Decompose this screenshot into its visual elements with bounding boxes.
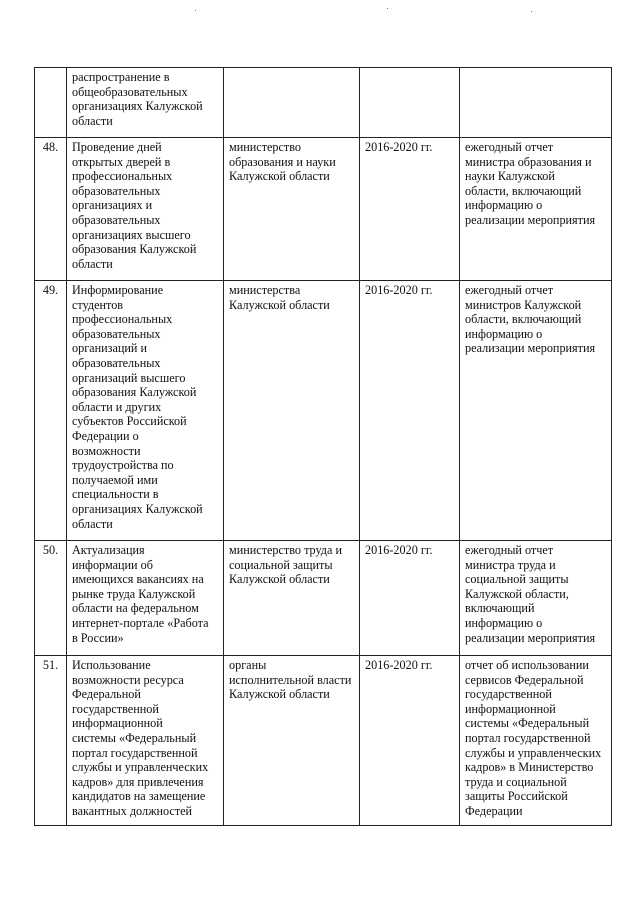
table-row — [35, 138, 612, 281]
executor-cell: министерства Калужской области — [224, 281, 360, 541]
table-row — [35, 541, 612, 656]
period-cell: 2016-2020 гг. — [360, 281, 460, 541]
row-number: 50. — [35, 541, 67, 656]
result-cell — [460, 68, 612, 138]
executor-cell — [224, 68, 360, 138]
period-cell: 2016-2020 гг. — [360, 138, 460, 281]
result-cell: отчет об использовании сервисов Федеральной государственной информационной системы «Федеральный портал государственной службы и управленческих кадров» в Министерство труда и социальной защиты Российской Федерации — [460, 656, 612, 826]
table-row — [35, 656, 612, 826]
row-number: 49. — [35, 281, 67, 541]
scan-speck — [531, 11, 532, 12]
executor-cell: министерство образования и науки Калужской области — [224, 138, 360, 281]
event-cell: распространение в общеобразовательных организациях Калужской области — [67, 68, 224, 138]
measures-table — [34, 67, 612, 826]
result-cell: ежегодный отчет министров Калужской области, включающий информацию о реализации мероприятия — [460, 281, 612, 541]
event-cell: Информирование студентов профессиональных образовательных организаций и образовательных организаций высшего образования Калужской области и других субъектов Российской Федерации о возможности трудоустройства по получаемой ими специальности в организациях Калужской области — [67, 281, 224, 541]
row-number: 51. — [35, 656, 67, 826]
executor-cell: министерство труда и социальной защиты Калужской области — [224, 541, 360, 656]
row-number: 48. — [35, 138, 67, 281]
event-cell: Использование возможности ресурса Федеральной государственной информационной системы «Федеральный портал государственной службы и управленческих кадров» для привлечения кандидатов на замещение вакантных должностей — [67, 656, 224, 826]
event-cell: Проведение дней открытых дверей в профессиональных образовательных организациях и образовательных организациях высшего образования Калужской области — [67, 138, 224, 281]
period-cell: 2016-2020 гг. — [360, 656, 460, 826]
row-number — [35, 68, 67, 138]
table-row — [35, 68, 612, 138]
executor-cell: органы исполнительной власти Калужской области — [224, 656, 360, 826]
table-row — [35, 281, 612, 541]
event-cell: Актуализация информации об имеющихся вакансиях на рынке труда Калужской области на федеральном интернет-портале «Работа в России» — [67, 541, 224, 656]
result-cell: ежегодный отчет министра труда и социальной защиты Калужской области, включающий информацию о реализации мероприятия — [460, 541, 612, 656]
period-cell — [360, 68, 460, 138]
scan-speck — [387, 8, 388, 9]
scan-speck — [195, 10, 196, 11]
period-cell: 2016-2020 гг. — [360, 541, 460, 656]
result-cell: ежегодный отчет министра образования и науки Калужской области, включающий информацию о реализации мероприятия — [460, 138, 612, 281]
